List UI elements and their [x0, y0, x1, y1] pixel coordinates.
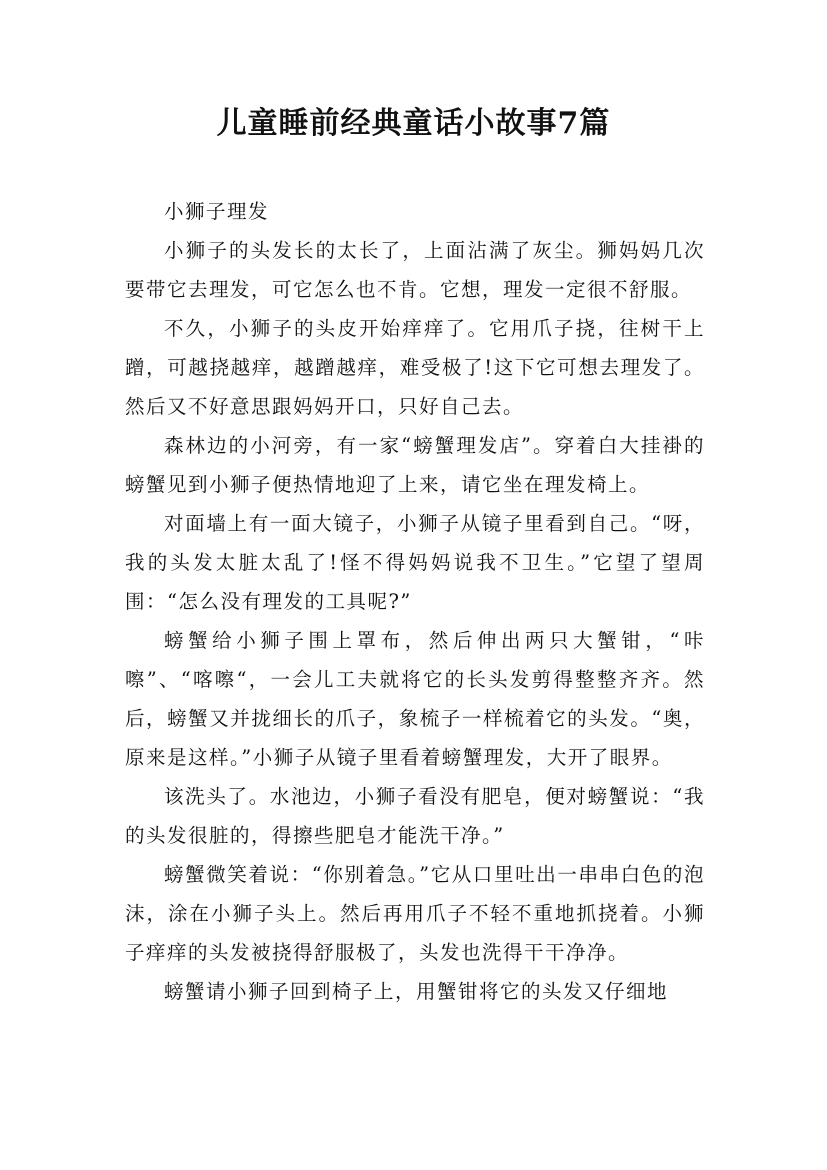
paragraph-5: 螃蟹给小狮子围上罩布，然后伸出两只大蟹钳，“咔嚓”、“喀嚓“，一会儿工夫就将它的长头发剪得整整齐齐。然后，螃蟹又并拢细长的爪子，象梳子一样梳着它的头发。“奥，原来是这样。”小狮子从镜子里看着螃蟹理发，大开了眼界。	[125, 629, 705, 769]
paragraph-8: 螃蟹请小狮子回到椅子上，用蟹钳将它的头发又仔细地	[164, 980, 669, 1003]
paragraph-6: 该洗头了。水池边，小狮子看没有肥皂，便对螃蟹说：“我的头发很脏的，得擦些肥皂才能洗干净。”	[125, 785, 705, 847]
story-body	[125, 192, 705, 1011]
paragraph-2: 不久，小狮子的头皮开始痒痒了。它用爪子挠，往树干上蹭，可越挠越痒，越蹭越痒，难受极了!这下它可想去理发了。然后又不好意思跟妈妈开口，只好自己去。	[125, 317, 705, 418]
paragraph-3: 森林边的小河旁，有一家“螃蟹理发店”。穿着白大挂褂的螃蟹见到小狮子便热情地迎了上来，请它坐在理发椅上。	[125, 434, 705, 496]
paragraph-7: 螃蟹微笑着说：“你别着急。”它从口里吐出一串串白色的泡沫，涂在小狮子头上。然后再用爪子不轻不重地抓挠着。小狮子痒痒的头发被挠得舒服极了，头发也洗得干干净净。	[125, 863, 705, 964]
story-title: 小狮子理发	[164, 200, 270, 223]
paragraph-1: 小狮子的头发长的太长了，上面沾满了灰尘。狮妈妈几次要带它去理发，可它怎么也不肯。它想，理发一定很不舒服。	[125, 239, 705, 301]
document-title: 儿童睡前经典童话小故事7篇	[216, 106, 611, 141]
paragraph-4: 对面墙上有一面大镜子，小狮子从镜子里看到自己。“呀，我的头发太脏太乱了!怪不得妈妈说我不卫生。”它望了望周围：“怎么没有理发的工具呢?”	[125, 512, 705, 613]
